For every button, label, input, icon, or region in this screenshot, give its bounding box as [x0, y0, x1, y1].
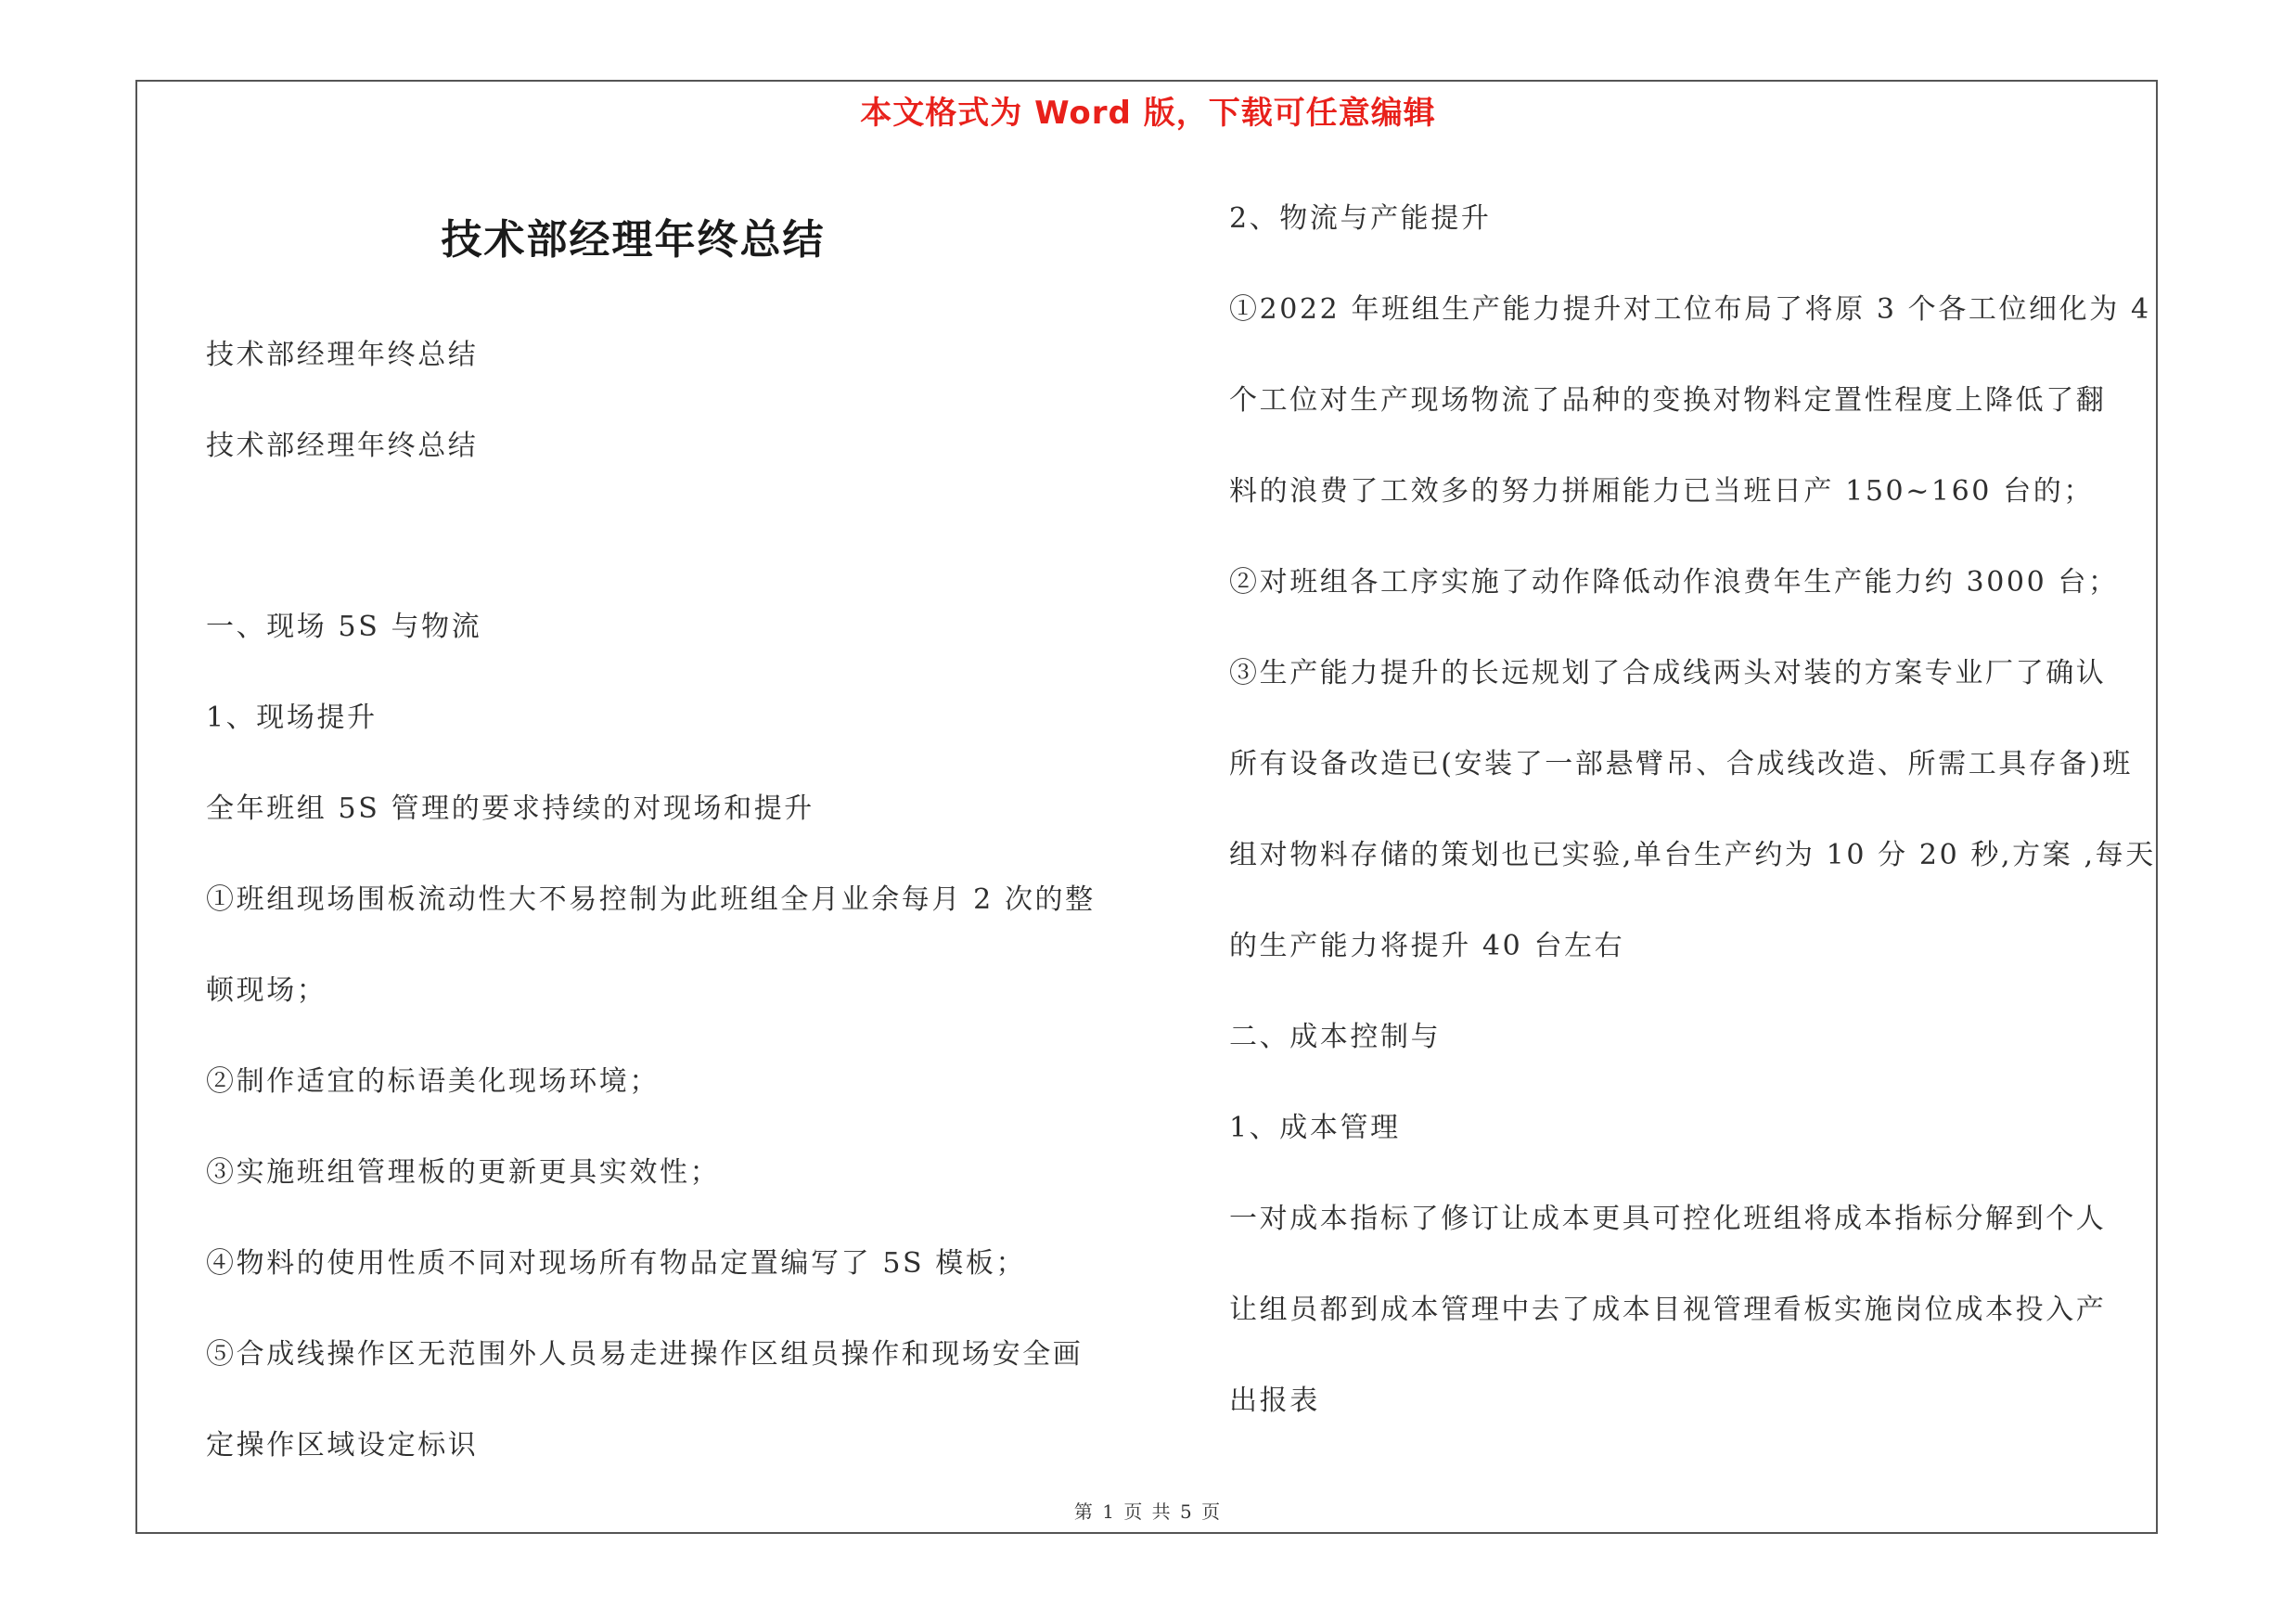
right-line-item-3: ③生产能力提升的长远规划了合成线两头对装的方案专业厂了确认: [1229, 657, 2107, 689]
left-line-item-1: ①班组现场围板流动性大不易控制为此班组全月业余每月 2 次的整: [206, 883, 1096, 916]
left-line-subtitle-1: 技术部经理年终总结: [206, 339, 479, 371]
right-line-item-3-cont-a: 所有设备改造已(安装了一部悬臂吊、合成线改造、所需工具存备)班: [1229, 748, 2134, 780]
left-line-item-3: ③实施班组管理板的更新更具实效性；: [206, 1156, 721, 1189]
left-line-item-1-cont: 顿现场；: [206, 974, 327, 1007]
right-line-subheading-1: 2、物流与产能提升: [1229, 202, 1492, 235]
left-line-item-4: ④物料的使用性质不同对现场所有物品定置编写了 5S 模板；: [206, 1247, 1027, 1280]
right-line-item-1-cont-a: 个工位对生产现场物流了品种的变换对物料定置性程度上降低了翻: [1229, 384, 2107, 417]
left-line-subheading: 1、现场提升: [206, 702, 378, 734]
right-line-paragraph-cont-a: 让组员都到成本管理中去了成本目视管理看板实施岗位成本投入产: [1229, 1294, 2107, 1326]
page-number-footer: 第 1 页 共 5 页: [1073, 1501, 1223, 1523]
document-title: 技术部经理年终总结: [441, 216, 826, 264]
left-line-item-5: ⑤合成线操作区无范围外人员易走进操作区组员操作和现场安全画: [206, 1338, 1084, 1371]
right-line-paragraph: 一对成本指标了修订让成本更具可控化班组将成本指标分解到个人: [1229, 1203, 2107, 1235]
right-line-section-heading: 二、成本控制与: [1229, 1021, 1442, 1053]
right-line-item-2: ②对班组各工序实施了动作降低动作浪费年生产能力约 3000 台；: [1229, 566, 2119, 599]
word-format-banner: 本文格式为 Word 版，下载可任意编辑: [860, 95, 1436, 132]
right-line-item-1: ①2022 年班组生产能力提升对工位布局了将原 3 个各工位细化为 4: [1229, 293, 2151, 326]
left-line-subtitle-2: 技术部经理年终总结: [206, 430, 479, 462]
right-line-item-3-cont-b: 组对物料存储的策划也已实验,单台生产约为 10 分 20 秒,方案 ,每天: [1229, 839, 2156, 871]
right-line-item-3-cont-c: 的生产能力将提升 40 台左右: [1229, 930, 1625, 962]
left-line-item-2: ②制作适宜的标语美化现场环境；: [206, 1065, 660, 1098]
right-line-subheading-2: 1、成本管理: [1229, 1112, 1401, 1144]
left-line-paragraph: 全年班组 5S 管理的要求持续的对现场和提升: [206, 792, 815, 825]
right-line-item-1-cont-b: 料的浪费了工效多的努力拼厢能力已当班日产 150~160 台的；: [1229, 475, 2094, 508]
right-line-paragraph-cont-b: 出报表: [1229, 1385, 1320, 1417]
left-line-section-heading: 一、现场 5S 与物流: [206, 611, 482, 643]
left-line-item-5-cont: 定操作区域设定标识: [206, 1429, 479, 1462]
